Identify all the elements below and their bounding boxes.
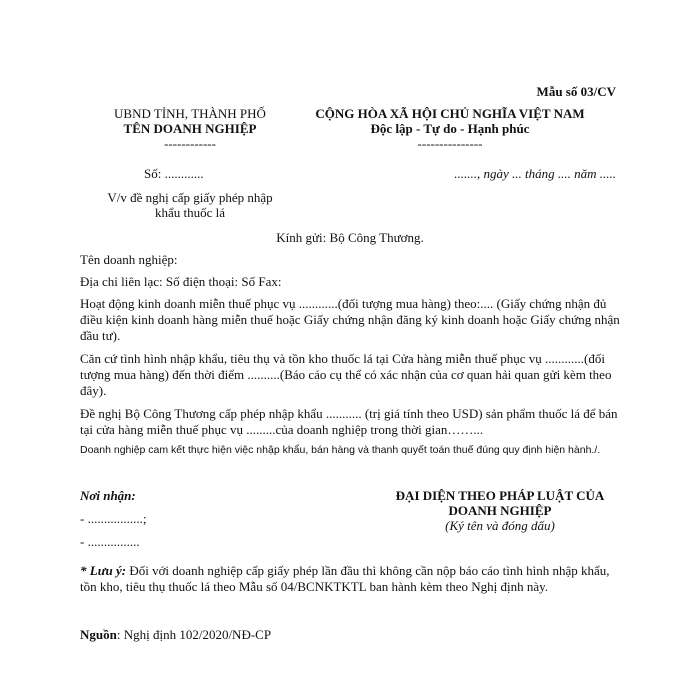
signature-block [380, 488, 620, 533]
subject-line-2: khẩu thuốc lá [154, 205, 226, 220]
national-motto: Độc lập - Tự do - Hạnh phúc [370, 121, 530, 136]
contact-field: Địa chỉ liên lạc: Số điện thoại: Số Fax: [80, 274, 282, 289]
body-paragraph-3: Đề nghị Bộ Công Thương cấp phép nhập khẩu ........... (trị giá tính theo USD) sản phẩm thuốc lá để bán tại cửa hàng miễn thuế phục vụ .........của doanh nghiệp trong thời gian……... [80, 406, 618, 437]
date-line: ......., ngày ... tháng .... năm ..... [454, 166, 616, 181]
right-header [290, 106, 610, 151]
company-name-field: Tên doanh nghiệp: [80, 252, 178, 267]
recipients-block [80, 488, 146, 549]
recipient-item-1: - .................; [80, 511, 147, 526]
note-label: * Lưu ý: [80, 563, 127, 578]
body-paragraph-1: Hoạt động kinh doanh miễn thuế phục vụ ............(đối tượng mua hàng) theo:.... (Giấy chứng nhận đủ điều kiện kinh doanh hàng miễn thuế hoặc Giấy chứng nhận đăng ký kinh doanh hoặc Giấy chứng nhận đầu tư). [80, 296, 620, 343]
form-code: Mẫu số 03/CV [536, 84, 616, 99]
national-title: CỘNG HÒA XÃ HỘI CHỦ NGHĨA VIỆT NAM [315, 106, 585, 121]
note-block [80, 563, 622, 595]
subject [80, 190, 300, 220]
document-body [80, 252, 622, 457]
left-header [80, 106, 300, 151]
commitment-text: Doanh nghiệp cam kết thực hiện việc nhập khẩu, bán hàng và thanh quyết toán thuế đúng quy định hiện hành./. [80, 444, 601, 456]
source-text: : Nghị định 102/2020/NĐ-CP [116, 627, 272, 642]
source-label: Nguồn [80, 627, 117, 642]
source-line [80, 627, 271, 643]
company-name-header: TÊN DOANH NGHIỆP [123, 121, 257, 136]
recipient-line: Kính gửi: Bộ Công Thương. [276, 230, 424, 245]
document-number: Số: ............ [144, 166, 204, 181]
body-paragraph-2: Căn cứ tình hình nhập khẩu, tiêu thụ và tồn kho thuốc lá tại Cửa hàng miễn thuế phục vụ ............(đối tượng mua hàng) đến thời điểm ..........(Báo cáo cụ thể có xác nhận của cơ quan hải quan gửi kèm theo đây). [80, 351, 612, 398]
right-divider: --------------- [417, 136, 483, 151]
province-line: UBND TỈNH, THÀNH PHỐ [114, 106, 266, 121]
recipients-title: Nơi nhận: [80, 488, 136, 503]
signature-note: (Ký tên và đóng dấu) [445, 518, 555, 533]
note-text: Đối với doanh nghiệp cấp giấy phép lần đầu thì không cần nộp báo cáo tình hình nhập khẩu, tồn kho, tiêu thụ thuốc lá theo Mẫu số 04/BCNKTKTL ban hành kèm theo Nghị định này. [80, 563, 610, 594]
recipient-item-2: - ................ [80, 534, 140, 549]
left-divider: ------------ [164, 136, 216, 151]
subject-line-1: V/v đề nghị cấp giấy phép nhập [107, 190, 273, 205]
signature-title: ĐẠI DIỆN THEO PHÁP LUẬT CỦA DOANH NGHIỆP [395, 488, 605, 518]
